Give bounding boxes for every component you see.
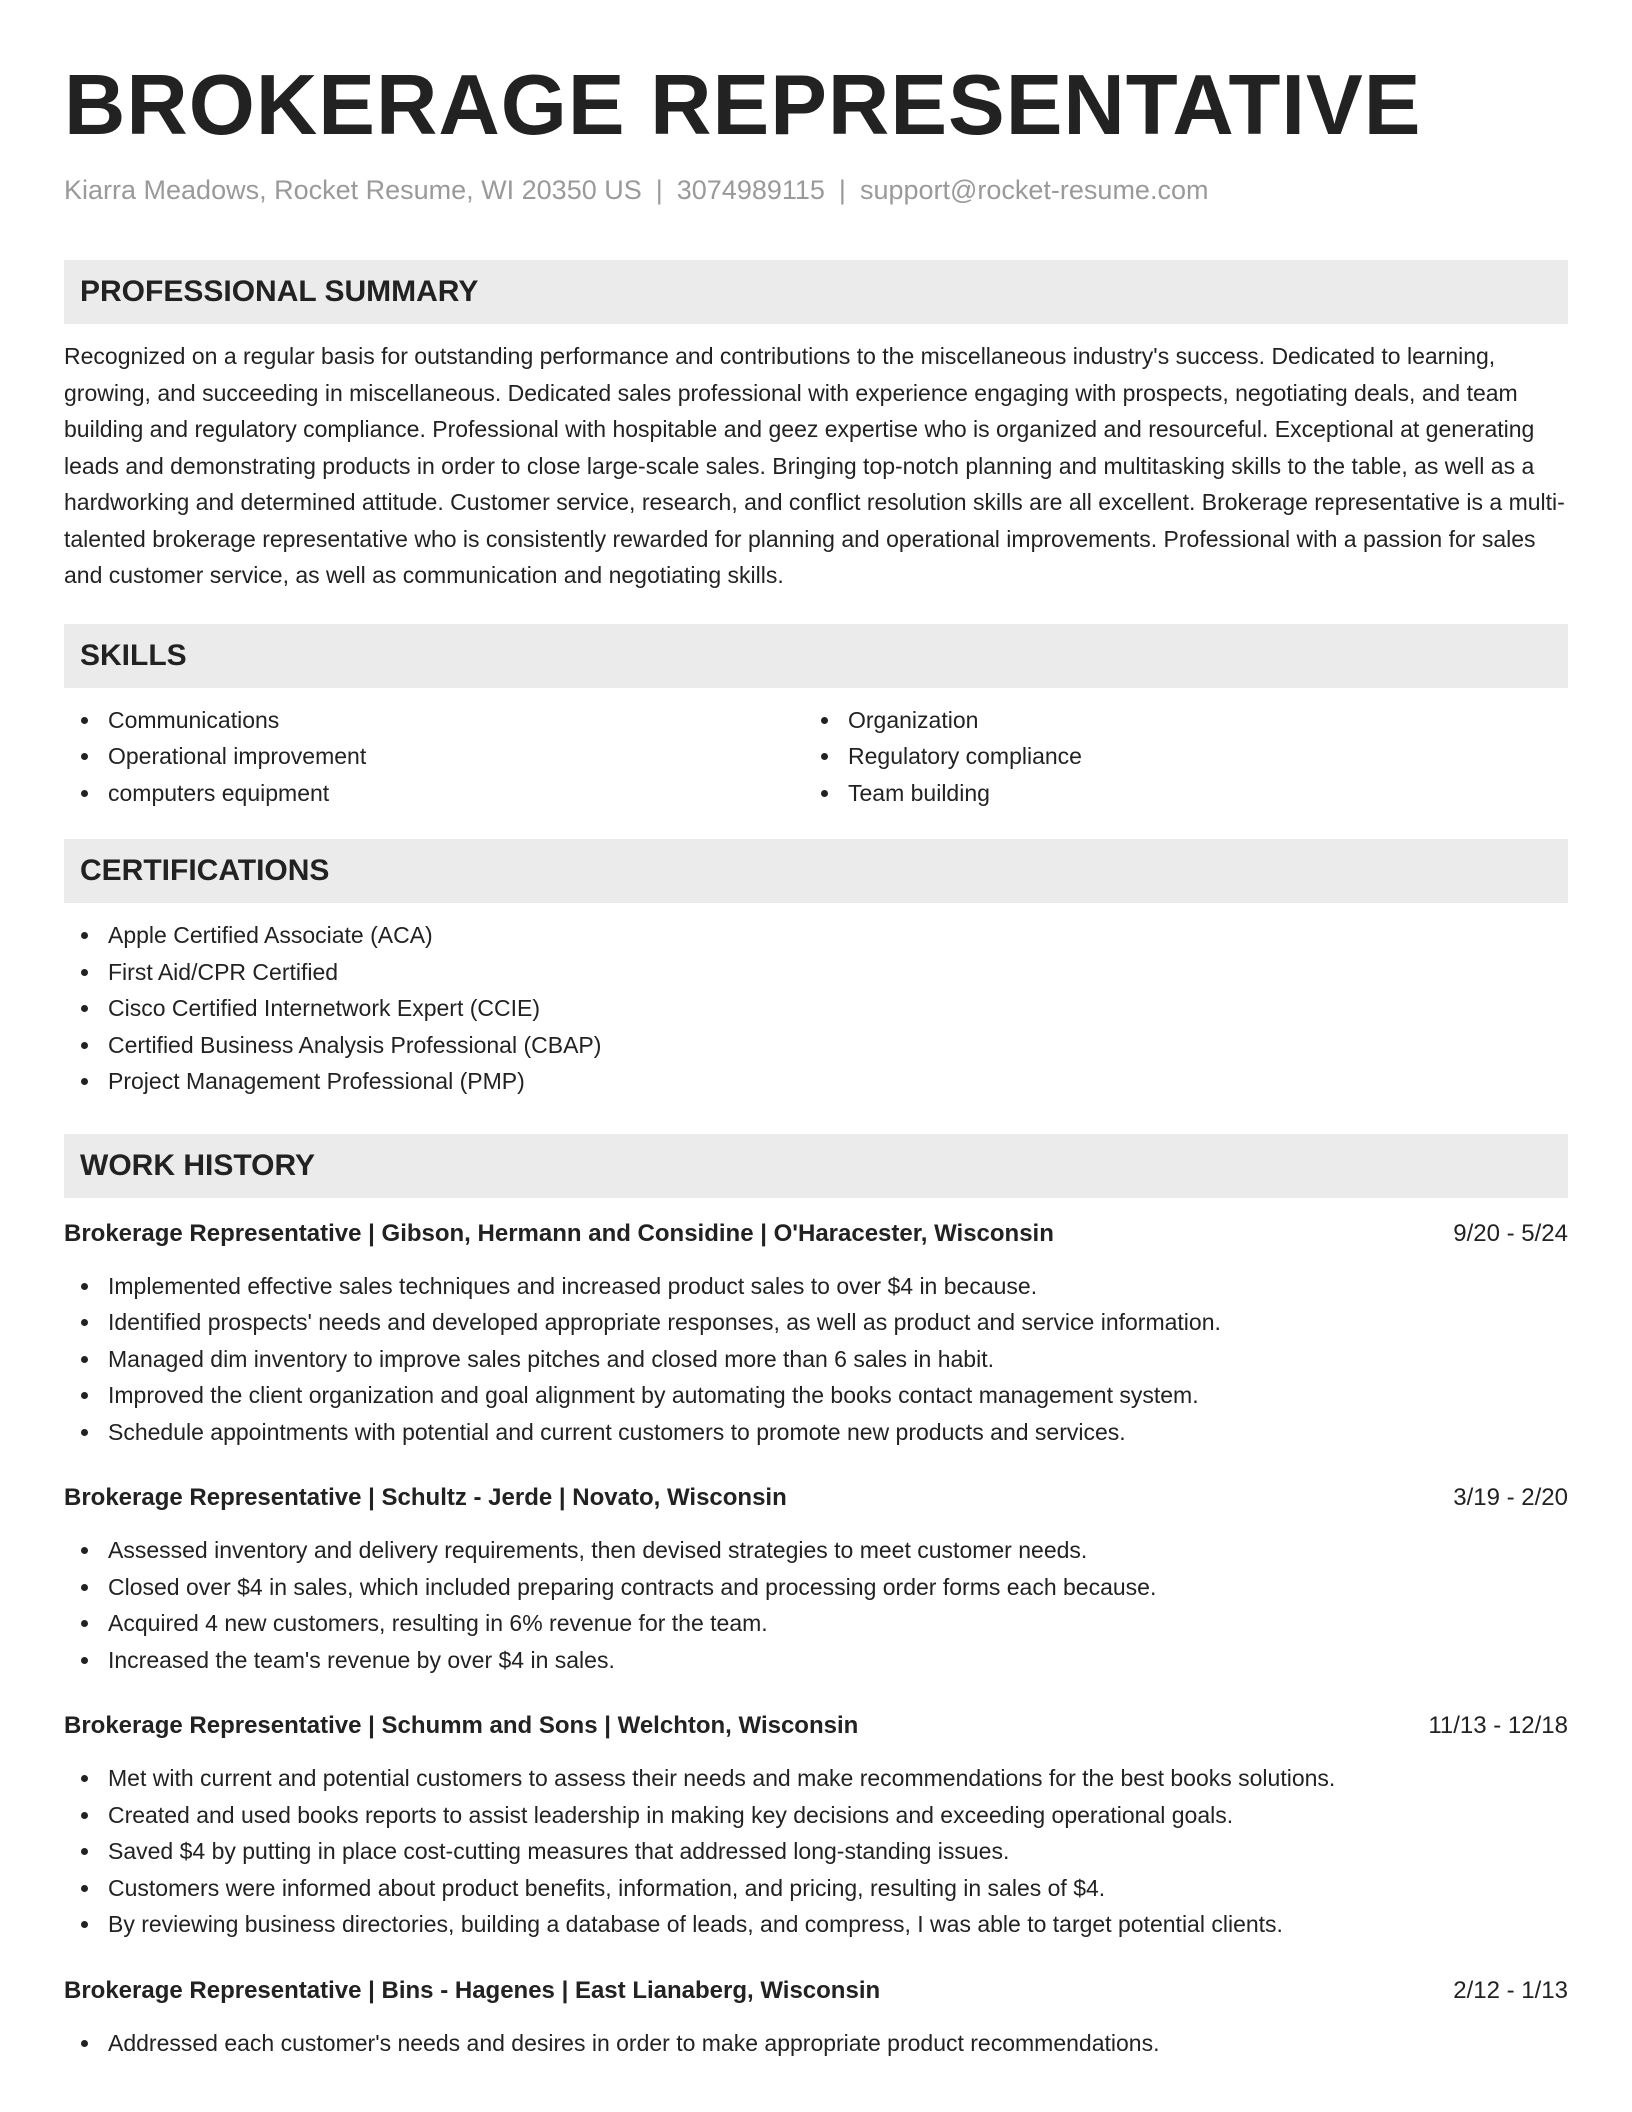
summary-text: Recognized on a regular basis for outstanding performance and contributions to the miscellaneous industry's success. Dedicated to learning, growing, and succeeding in miscellaneous. Dedicated sales professional with experience engaging with prospects, negotiating deals, and team building and regulatory compliance. Professional with hospitable and geez expertise who is organized and resourceful. Exceptional at generating leads and demonstrating products in order to close large-scale sales. Bringing top-notch planning and multitasking skills to the table, as well as a hardworking and determined attitude. Customer service, research, and conflict resolution skills are all excellent. Brokerage representative is a multi-talented brokerage representative who is consistently rewarded for planning and operational improvements. Professional with a passion for sales and customer service, as well as communication and negotiating skills.	[64, 343, 1565, 588]
job-bullets	[64, 1760, 1568, 1943]
certification-item: First Aid/CPR Certified	[64, 954, 1568, 991]
job-bullet: Addressed each customer's needs and desires in order to make appropriate product recommendations.	[64, 2025, 1568, 2062]
section-heading-skills: SKILLS	[64, 624, 1568, 688]
certification-item: Certified Business Analysis Professional (CBAP)	[64, 1027, 1568, 1064]
page-title: BROKERAGE REPRESENTATIVE	[64, 58, 1422, 153]
job-bullet: Managed dim inventory to improve sales pitches and closed more than 6 sales in habit.	[64, 1341, 1568, 1378]
section-heading-certifications: CERTIFICATIONS	[64, 839, 1568, 903]
skill-item: Operational improvement	[64, 738, 804, 775]
job-header	[64, 1480, 1568, 1516]
skill-item: Regulatory compliance	[804, 738, 1544, 775]
job-header	[64, 1708, 1568, 1744]
job-dates: 9/20 - 5/24	[1453, 1219, 1568, 1247]
job-dates: 11/13 - 12/18	[1428, 1712, 1568, 1739]
job-title: Brokerage Representative | Bins - Hagenes | East Lianaberg, Wisconsin	[64, 1976, 881, 2004]
job-bullets	[64, 1268, 1568, 1451]
certification-item: Project Management Professional (PMP)	[64, 1063, 1568, 1100]
skill-item: Team building	[804, 775, 1544, 812]
job-bullet: Implemented effective sales techniques and increased product sales to over $4 in because.	[64, 1268, 1568, 1305]
skills-grid	[64, 702, 1568, 812]
contact-separator: |	[838, 175, 846, 205]
job-header	[64, 1216, 1568, 1252]
job-bullet: Acquired 4 new customers, resulting in 6% revenue for the team.	[64, 1605, 1568, 1642]
section-heading-summary: PROFESSIONAL SUMMARY	[64, 260, 1568, 324]
contact-separator: |	[655, 175, 663, 205]
job-entry	[64, 1973, 1568, 2062]
job-bullet: Customers were informed about product benefits, information, and pricing, resulting in sales of $4.	[64, 1870, 1568, 1907]
job-entry	[64, 1480, 1568, 1678]
job-bullet: By reviewing business directories, building a database of leads, and compress, I was able to target potential clients.	[64, 1906, 1568, 1943]
job-entry	[64, 1708, 1568, 1943]
contact-line	[64, 172, 1568, 208]
certification-item: Apple Certified Associate (ACA)	[64, 917, 1568, 954]
job-title: Brokerage Representative | Schumm and Sons | Welchton, Wisconsin	[64, 1712, 859, 1739]
certification-item: Cisco Certified Internetwork Expert (CCIE)	[64, 990, 1568, 1027]
job-bullet: Increased the team's revenue by over $4 in sales.	[64, 1642, 1568, 1679]
job-dates: 2/12 - 1/13	[1453, 1976, 1568, 2004]
job-bullet: Closed over $4 in sales, which included preparing contracts and processing order forms each because.	[64, 1569, 1568, 1606]
job-bullet: Met with current and potential customers to assess their needs and make recommendations for the best books solutions.	[64, 1760, 1568, 1797]
skill-item: Organization	[804, 702, 1544, 739]
contact-email: support@rocket-resume.com	[859, 175, 1209, 205]
contact-phone: 3074989115	[676, 175, 825, 205]
job-title: Brokerage Representative | Gibson, Hermann and Considine | O'Haracester, Wisconsin	[64, 1219, 1054, 1247]
job-title: Brokerage Representative | Schultz - Jerde | Novato, Wisconsin	[64, 1484, 787, 1511]
job-bullet: Schedule appointments with potential and current customers to promote new products and services.	[64, 1414, 1568, 1451]
skills-list-right	[804, 702, 1544, 812]
job-bullet: Improved the client organization and goal alignment by automating the books contact management system.	[64, 1377, 1568, 1414]
job-bullets	[64, 2025, 1568, 2062]
job-bullet: Identified prospects' needs and developed appropriate responses, as well as product and service information.	[64, 1304, 1568, 1341]
skills-list-left	[64, 702, 804, 812]
job-bullets	[64, 1532, 1568, 1678]
section-heading-work-history: WORK HISTORY	[64, 1134, 1568, 1198]
skill-item: computers equipment	[64, 775, 804, 812]
job-header	[64, 1973, 1568, 2009]
job-entry	[64, 1216, 1568, 1451]
job-bullet: Saved $4 by putting in place cost-cutting measures that addressed long-standing issues.	[64, 1833, 1568, 1870]
contact-address: Kiarra Meadows, Rocket Resume, WI 20350 US	[64, 175, 642, 205]
job-bullet: Assessed inventory and delivery requirements, then devised strategies to meet customer needs.	[64, 1532, 1568, 1569]
certifications-list	[64, 917, 1568, 1100]
job-dates: 3/19 - 2/20	[1453, 1484, 1568, 1511]
skill-item: Communications	[64, 702, 804, 739]
job-bullet: Created and used books reports to assist leadership in making key decisions and exceeding operational goals.	[64, 1797, 1568, 1834]
